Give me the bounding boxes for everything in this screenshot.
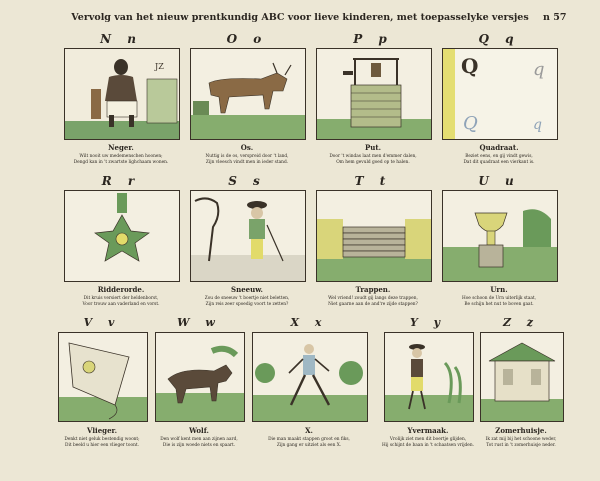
verse-line-2: Zijn reis zeer spoedig voort te zetten? (205, 302, 289, 307)
verse-line-1: Wilt nooit uw medemenschen hoonen; (79, 154, 163, 159)
letter-pair: U u (478, 174, 520, 188)
picture-x (252, 332, 368, 422)
cell-o (188, 28, 306, 168)
picture-neger (64, 48, 180, 140)
caption-title: Sneeuw. (231, 285, 263, 294)
letter-pair: V v (83, 316, 121, 329)
picture-quadraat (442, 48, 558, 140)
page-title: Vervolg van het nieuw prentkundig ABC voor lieve kinderen, met toepasselyke versjes (71, 12, 529, 23)
verse-line-1: Hoe schoon de Urn uiterlijk staat, (461, 296, 537, 301)
letter-pair: Z z (502, 316, 540, 329)
svg-text:q: q (533, 117, 542, 133)
verse-line-2: Zijn vleesch vindt men in ieder stand. (205, 160, 289, 165)
verse-line-2: Die is zijn woede niets en spaart. (162, 443, 236, 448)
verse-line-1: Ik zat mij bij het schoone weder, (485, 437, 557, 442)
picture-zomerhuisje (480, 332, 564, 422)
caption-title: Zomerhuisje. (495, 426, 547, 435)
letter-pair: O o (226, 32, 268, 46)
cell-w (153, 312, 245, 452)
verse-line-2: Dat dit quadraat een vierkant is. (463, 160, 535, 165)
cell-s (188, 170, 306, 310)
svg-text:Q: Q (461, 54, 479, 78)
picture-ridderorde (64, 190, 180, 282)
cell-q (440, 28, 558, 168)
caption-title: X. (305, 426, 313, 435)
verse-line-2: Om hem gevuld goed op te halen. (336, 160, 410, 165)
caption-title: Neger. (108, 143, 134, 152)
verse-line-1: Die man maakt stappen groot en fiks, (268, 437, 350, 442)
letter-pair: S s (228, 174, 266, 188)
picture-wolf (155, 332, 245, 422)
cell-u (440, 170, 558, 310)
verse-line-1: Dit kruis versiert der heldenborst, (83, 296, 159, 301)
picture-urn (442, 190, 558, 282)
cell-r (62, 170, 180, 310)
verse-line-1: Beziet eens, en gij vindt gewis, (465, 154, 533, 159)
letter-pair: Y y (409, 316, 447, 329)
caption-title: Os. (240, 143, 254, 152)
verse-line-1: Vrolijk ziet men dit boertje glijden, (389, 437, 467, 442)
verse-line-2: Hij schijnt de baan in 't schaatsen vrijden. (382, 443, 474, 448)
cell-p (314, 28, 432, 168)
verse-line-2: Tot rust in 't zomerhuisje neder. (486, 443, 556, 448)
letter-pair: T t (354, 174, 392, 188)
picture-put (316, 48, 432, 140)
verse-line-1: Nuttig is de os, verspreid door 't land, (205, 154, 289, 159)
verse-line-1: Door 't windas laat men d'emmer dalen, (329, 154, 417, 159)
picture-sneeuw (190, 190, 306, 282)
caption-title: Wolf. (189, 426, 209, 435)
picture-trappen (316, 190, 432, 282)
caption-title: Ridderorde. (97, 285, 145, 294)
picture-os (190, 48, 306, 140)
verse-line-2: Zijn gang er uitziet als een X. (276, 443, 342, 448)
page-number: n 57 (543, 12, 567, 23)
verse-line-2: Niet gaarne aan de and're zijde stappen? (328, 302, 418, 307)
letter-pair: X x (290, 316, 328, 329)
cell-t (314, 170, 432, 310)
letter-pair: N n (100, 32, 142, 46)
picture-vlieger (58, 332, 148, 422)
letter-pair: W w (177, 316, 221, 329)
verse-line-1: Wel vriend! zoudt gij langs deze trappen, (328, 296, 418, 301)
cell-y (382, 312, 474, 452)
caption-title: Yvermaak. (407, 426, 449, 435)
caption-title: Urn. (490, 285, 508, 294)
letter-pair: R r (101, 174, 141, 188)
cell-z (478, 312, 564, 452)
cell-v (56, 312, 148, 452)
verse-line-2: Be schijn het nut te boven gaat. (464, 302, 534, 307)
verse-line-1: Den wolf kent men aan zijnen aard, (160, 437, 238, 442)
cell-x (250, 312, 368, 452)
svg-text:q: q (533, 59, 545, 80)
caption-title: Vlieger. (86, 426, 118, 435)
picture-yvermaak (384, 332, 474, 422)
caption-title: Put. (364, 143, 382, 152)
caption-title: Trappen. (355, 285, 391, 294)
verse-line-2: Dit beeld u hier een vlieger toont. (65, 443, 139, 448)
svg-text:Q: Q (463, 113, 478, 134)
cell-n (62, 28, 180, 168)
verse-line-1: Zou de sneeuw 't boertje niet beletten, (204, 296, 290, 301)
verse-line-1: Denkt niet geluk bestendig woont; (64, 437, 140, 442)
verse-line-2: Dengd kan in 't zwartste lighchaam wonen. (73, 160, 169, 165)
letter-pair: P p (353, 32, 393, 46)
letter-pair: Q q (478, 32, 520, 46)
monogram-jz: JZ (155, 62, 164, 71)
verse-line-2: Voor trouw aan vaderland en vorst. (82, 302, 160, 307)
caption-title: Quadraat. (479, 143, 519, 152)
